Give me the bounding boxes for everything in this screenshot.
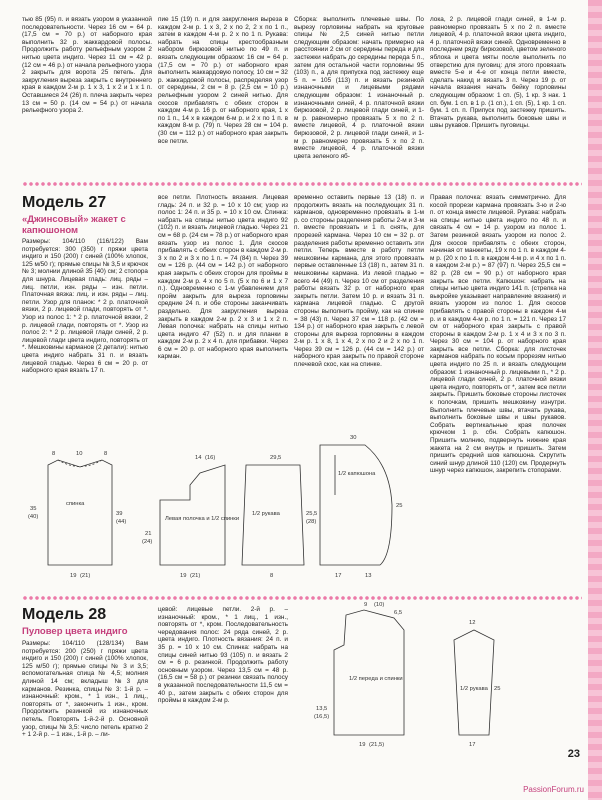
dim-label: 25: [494, 686, 501, 692]
dim-label: 12: [469, 620, 476, 626]
dim-label: 19: [70, 573, 77, 579]
dim-label: 14: [195, 455, 202, 461]
dim-label: (28): [306, 519, 317, 525]
hood-label: 1/2 капюшона: [338, 471, 376, 477]
front-outline: [334, 610, 404, 735]
dim-label: (21): [80, 573, 91, 579]
model-28-title: Модель 28: [22, 606, 107, 623]
dim-label: 25: [396, 503, 403, 509]
dim-label: 21: [145, 531, 152, 537]
paragraph: цевой: лицевые петли. 2-й р. – изнаночный: кром., * 1 лиц., 1 изн., повторять от *, кром. Последовательность чередования полос: 24 ряда синей, 2 р. цвета индиго. Плотность вязания: 24 п. и 35 р. = 10 х 10 см. Спинка: набрать на спицы синей нитью 93 (105) п. и вязать 2 см = 6 р. резинкой. Продолжить работу основным узором. Через 13,5 см = 48 р. (16,5 см = 58 р.) от резинки связать полосу в указанной последовательности 11,5 см = 40 р., затем закрыть с обеих сторон для проймы в каждом 2-м р.: [158, 606, 288, 705]
model-27-pattern-diagrams: [20, 425, 425, 590]
dim-label: 17: [335, 573, 342, 579]
back-label: спинка: [66, 501, 85, 507]
dim-label: 35: [30, 506, 37, 512]
paragraph: лока, 2 р. лицевой глади синей, в 1-м р. равномерно провязать 5 х по 2 п. вместе лицевой, 4 р. платочной вязки цвета индиго, 4 р. платочной вязки синей. Одновременно в последнем ряду бирюзовой, цветом зеленого яблока и цвета мяты после выполнить по отверстию для пуговиц: для этого провязать вместе 5-е и 4-е от конца петли вместе, сделать накид и вязать 3 п. Через 19 р. от начала вязания начать бейку горловины следующим образом: 1 сп. (5), 1 кр. 3 нак. 1 сп. бум. 1 сп. в 1 р. (1 сп.), 1 сп. (5), 1 кр. 1 сп. бум. 1 сп. п. Припуск под застежку пришить. Втачать рукава, выполнить боковые швы и швы рукавов. Пришить пуговицы.: [430, 16, 566, 130]
paragraph: тью 85 (95) п. и вязать узором в указанной последовательности. Через 16 см = 64 р. (17,5 см = 70 р.) от наборного края выполнить 32 р. жаккардовой полосы. Продолжить работу рельефным узором 2 нитью цвета индиго. Через 11 см = 42 р. (12 см = 46 р.) от начала рельефного узора 2 закрыть для ворота 25 петель. Для закругления выреза закрыть с внутреннего края в каждом 2-м р. 1 х 3, 1 х 2 и 1 х 1 п. Оставшиеся 24 (26) п. плеча закрыть через 13 см = 50 р. (14 см = 54 р.) от начала рельефного узора 2.: [22, 16, 152, 115]
back-outline: [48, 460, 112, 565]
text-column-4: [430, 16, 566, 174]
dim-label: 13,5: [316, 706, 328, 712]
model-28-column-1: [22, 640, 148, 790]
dim-label: 10: [76, 451, 83, 457]
model-27-title: Модель 27: [22, 194, 107, 211]
dim-label: 39: [116, 511, 123, 517]
paragraph: все петли. Плотность вязания. Лицевая гладь: 24 п. и 32 р. = 10 х 10 см; узор из полос 1: 24 п. и 35 р. = 10 х 10 см. Спинка: набрать на спицы нитью цвета индиго 92 (102) п. и вязать лицевой гладью. Через 21 см = 68 р. (24 см = 78 р.) от наборного края вязать узор из полос 1. Для скосов прибавлять с обеих сторон в каждом 2-м р. 3 х по 2 и 3 х по 1 п. = 74 (84) п. Через 39 см = 126 р. (44 см = 142 р.) от наборного края закрыть с обеих сторон для проймы в каждом 2-м р. 4 х по 5 п. (5 х по 6 и 1 х 7 п.). Одновременно с 1-м убавлением для пройм закрыть для выреза горловины средние 24 п. и обе стороны заканчивать раздельно. Для закругления выреза закрыть в каждом 2-м р. 2 х 3 и 1 х 2 п. Левая полочка: набрать на спицы нитью цвета индиго 47 (52) п. и для планки в каждом 2-м р. 2 х 4 п. для прибавки. Через 6 см = 20 р. от наборного края выполнить карман.: [158, 194, 288, 361]
page-number: 23: [567, 748, 580, 760]
source-watermark: PassionForum.ru: [523, 785, 584, 794]
pattern-schematic: [294, 600, 566, 750]
model-27-column-2: [158, 194, 288, 423]
dim-label: 17: [469, 742, 476, 748]
sleeve-label: 1/2 рукава: [460, 686, 488, 692]
model-27-column-1: [22, 238, 148, 423]
dim-label: 25,5: [306, 511, 318, 517]
dotted-divider: [22, 180, 582, 188]
dim-label: (21,5): [369, 742, 385, 748]
dim-label: (24): [142, 539, 153, 545]
hood-outline: [320, 445, 392, 565]
model-27-column-4: [430, 194, 566, 594]
dim-label: (21): [190, 573, 201, 579]
text-column-1: [22, 16, 152, 174]
text-column-2: [158, 16, 288, 174]
dim-label: 30: [350, 435, 357, 441]
front-label: 1/2 переда и спинки: [349, 676, 403, 682]
dim-label: 13: [365, 573, 372, 579]
dim-label: 19: [359, 742, 366, 748]
dim-label: 8: [270, 573, 274, 579]
dim-label: 9: [364, 602, 368, 608]
model-28-subtitle: Пуловер цвета индиго: [22, 626, 128, 637]
front-label: Левая полочка и 1/2 спинки: [165, 516, 240, 522]
dim-label: (44): [116, 519, 127, 525]
model-28-pattern-diagrams: [294, 600, 566, 750]
front-outline: [160, 465, 225, 565]
pattern-schematic: [20, 425, 425, 590]
paragraph: Размеры: 104/110 (116/122) Вам потребуется: 300 (350) г пряжи цвета индиго и 150 (200) г синей (100% хлопок, 125 м/50 г); прямые спицы № 3,5 и крючок № 3; молнии длиной 35 (40) см; 2 стопора для шнура. Лицевая гладь: лиц. ряды – лиц. петли, изн. ряды – изн. петли. Платочная вязка: лиц. и изн. ряды – лиц. петли. Узор для планок: * 2 р. платочной вязки, 2 р. лицевой глади, повторять от *. Узор из полос 1: * 2 р. платочной вязки, 2 р. лицевой глади, повторять от *. Узор из полос 2: * 2 р. лицевой глади синей, 2 р. лицевой глади цвета индиго, повторять от *. Мешковины карманов (2 детали): нитью цвета индиго набрать 31 п. и вязать лицевой гладью. Через 6 см = 20 р. от наборного края вязать 17 п.: [22, 238, 148, 375]
dim-label: (10): [374, 602, 385, 608]
model-27-subtitle: «Джинсовый» жакет с капюшоном: [22, 214, 126, 236]
dim-label: 6,5: [394, 610, 403, 616]
text-column-3: [294, 16, 424, 174]
model-28-column-2: [158, 606, 288, 790]
model-27-column-3: [294, 194, 424, 423]
dim-label: (16,5): [314, 714, 330, 720]
paragraph: временно оставить первые 13 (18) п. и продолжить вязать на последующих 31 п. карманов, одновременно провязать в 1-м р. со стороны разделения работы 2-м и 3-м п. вместе провязать и 1 п. снять, для прорезей кармана. Через 10 см = 32 р. от разделения работы временно оставить эти петли. Теперь вместе в работу петли мешковины кармана, для этого провязать первые оставленные 13 (18) п., затем 31 п. мешковины кармана. Из левой гладью = всего 44 (49) п. Через 10 см от разделения работы вязать 32 р. от наборного края закрыть петли. Затем 10 р. и вязать 31 п. кармана лицевой гладью. С другой стороны выполнить пройму, как на спинке = 38 (43) п. Через 37 см = 118 р. (42 см = 134 р.) от наборного края закрыть с левой стороны для выреза горловины в каждом 2-м р. 1 х 8, 1 х 4, 2 х по 2 и 2 х по 1 п. Через 39 см = 126 р. (44 см = 142 р.) от наборного края закрыть по правой стороне плечевой скос, как на спинке.: [294, 194, 424, 369]
paragraph: пие 15 (19) п. и для закругления выреза в каждом 2-м р. 1 х 3, 2 х по 2, 2 х по 1 п., затем в каждом 4-м р. 2 х по 1 п. Рукава: набрать на спицы крестообразным набором бирюзовой нитью по 49 п. и вязать следующим образом: 16 см = 64 р. (17,5 см = 70 р.) от наборного края выполнить жаккардовую полосу, 10 см = 32 р. жаккардовой полосы, распределяя узор от середины, 2 см = 8 р. (2,5 см = 10 р.) рельефным узором 2 синей нитью. Для скосов прибавлять с обеих сторон в каждом 4-м р. 16 р. от наборного края, 1 х по 1 п., 14 х в каждом 6-м р. и 2 х по 1 п. в каждом 8-м р. (79) п. Через 28 см = 104 р. (30 см = 112 р.) от наборного края закрыть все петли.: [158, 16, 288, 145]
dim-label: (16): [205, 455, 216, 461]
paragraph: Сборка: выполнить плечевые швы. По вырезу горловины набрать на круговые спицы № 2,5 синей нитью петли следующим образом: начать примерно на расстоянии 2 см от середины переда и для застежки набрать до середины переда 5 п., затем для остальной части горловины 95 (103) п., а для припуска под застежку еще 5 п. = 105 (113) п. и вязать резинкой изнаночными и лицевыми рядами следующим образом: 1 изнаночный р. изнаночными синей, 4 р. платочной вязки бирюзовой, 2 р. лицевой глади синей, и 1-м р. равномерно провязать 5 х по 2 п. вместе лицевой, 4 р. платочной вязки бирюзовой, 2 р. лицевой глади синей, и 1-м р. равномерно провязать 5 х по 2 п. вместе лицевой, 4 р. платочной вязки цвета зеленого яб-: [294, 16, 424, 160]
dim-label: 8: [104, 451, 108, 457]
paragraph: Правая полочка: вязать симметрично. Для косой прорези кармана провязать 3-ю и 2-ю п. от конца вместе лицевой. Рукава: набрать на спицы нитью цвета индиго по 48 п. и связать 4 см = 14 р. узором из полос 1. Затем резинкой вязать узором из полос 2. Для скосов прибавлять с обеих сторон, начиная от манжеты, 19 х по 1 п. в каждом 4-м р. (20 х по 1 п. в каждом 4-м р. и 4 х по 1 п. в каждом 2-м р.) = 87 (97) п. Через 25,5 см = 82 р. (28 см = 90 р.) от наборного края закрыть все петли. Капюшон: набрать на спицы нитью цвета индиго 141 п. (стрелка на выкройке указывает направление вязания) и вязать узором из полос 1. Для скосов прибавлять с правой стороны в каждом 4-м р. и в каждом 4-м р. по 1 п. = 121 п. Через 17 см от наборного края закрыть с правой стороны в каждом 2-м р. 1 х 4 и 3 х по 3 п. Через 30 см = 104 р. от наборного края закрыть все петли. Сборка: для листочек карманов набрать по косым прорезям нитью цвета индиго по 25 п. и вязать следующим образом: 1 изнаночный р. лицевыми п., * 2 р. лицевой глади синей, 2 р. платочной вязки цвета индиго, повторять от *, затем все петли закрыть. Пришить боковые стороны листочек к полочкам, пришить мешковину изнутри. Выполнить плечевые швы, втачать рукава, выполнить боковые швы и швы рукавов. Собрать вертикальные края полочек крючком 1 р. сбн. Собрать капюшон. Пришить молнию, подвернуть нижние края жакета на 2 см внутрь и пришить. Затем пришить средний шов капюшона. Скрутить синий шнур длиной 110 (120) см. Продернуть шнур через капюшон, закрепить стопорами.: [430, 194, 566, 475]
page-edge-stripe: [588, 0, 602, 800]
sleeve-outline: [454, 630, 494, 735]
dim-label: (40): [28, 514, 39, 520]
sleeve-label: 1/2 рукава: [252, 511, 280, 517]
dim-label: 19: [180, 573, 187, 579]
dim-label: 8: [52, 451, 56, 457]
paragraph: Размеры: 104/110 (128/134) Вам потребуется: 200 (250) г пряжи цвета индиго и 150 (200) г синей (100% хлопок, 125 м/50 г); прямые спицы № 3 и 3,5; вспомогательная спица № 4,5; молния длиной 14 см; вкладыш №3 для карманов. Резинка, спицы № 3: 1-й р. – изнаночный: кром., * 1 изн., 1 лиц., повторять от *, закончить 1 изн., кром. Продолжить резинкой из изнаночных петель. Повторять 1-й-2-й р. Основной узор, спицы № 3,5: число петель кратно 2 + 1 2-й р. – 1 изн., 1-й р. – ли-: [22, 640, 148, 739]
dim-label: 29,5: [270, 455, 282, 461]
